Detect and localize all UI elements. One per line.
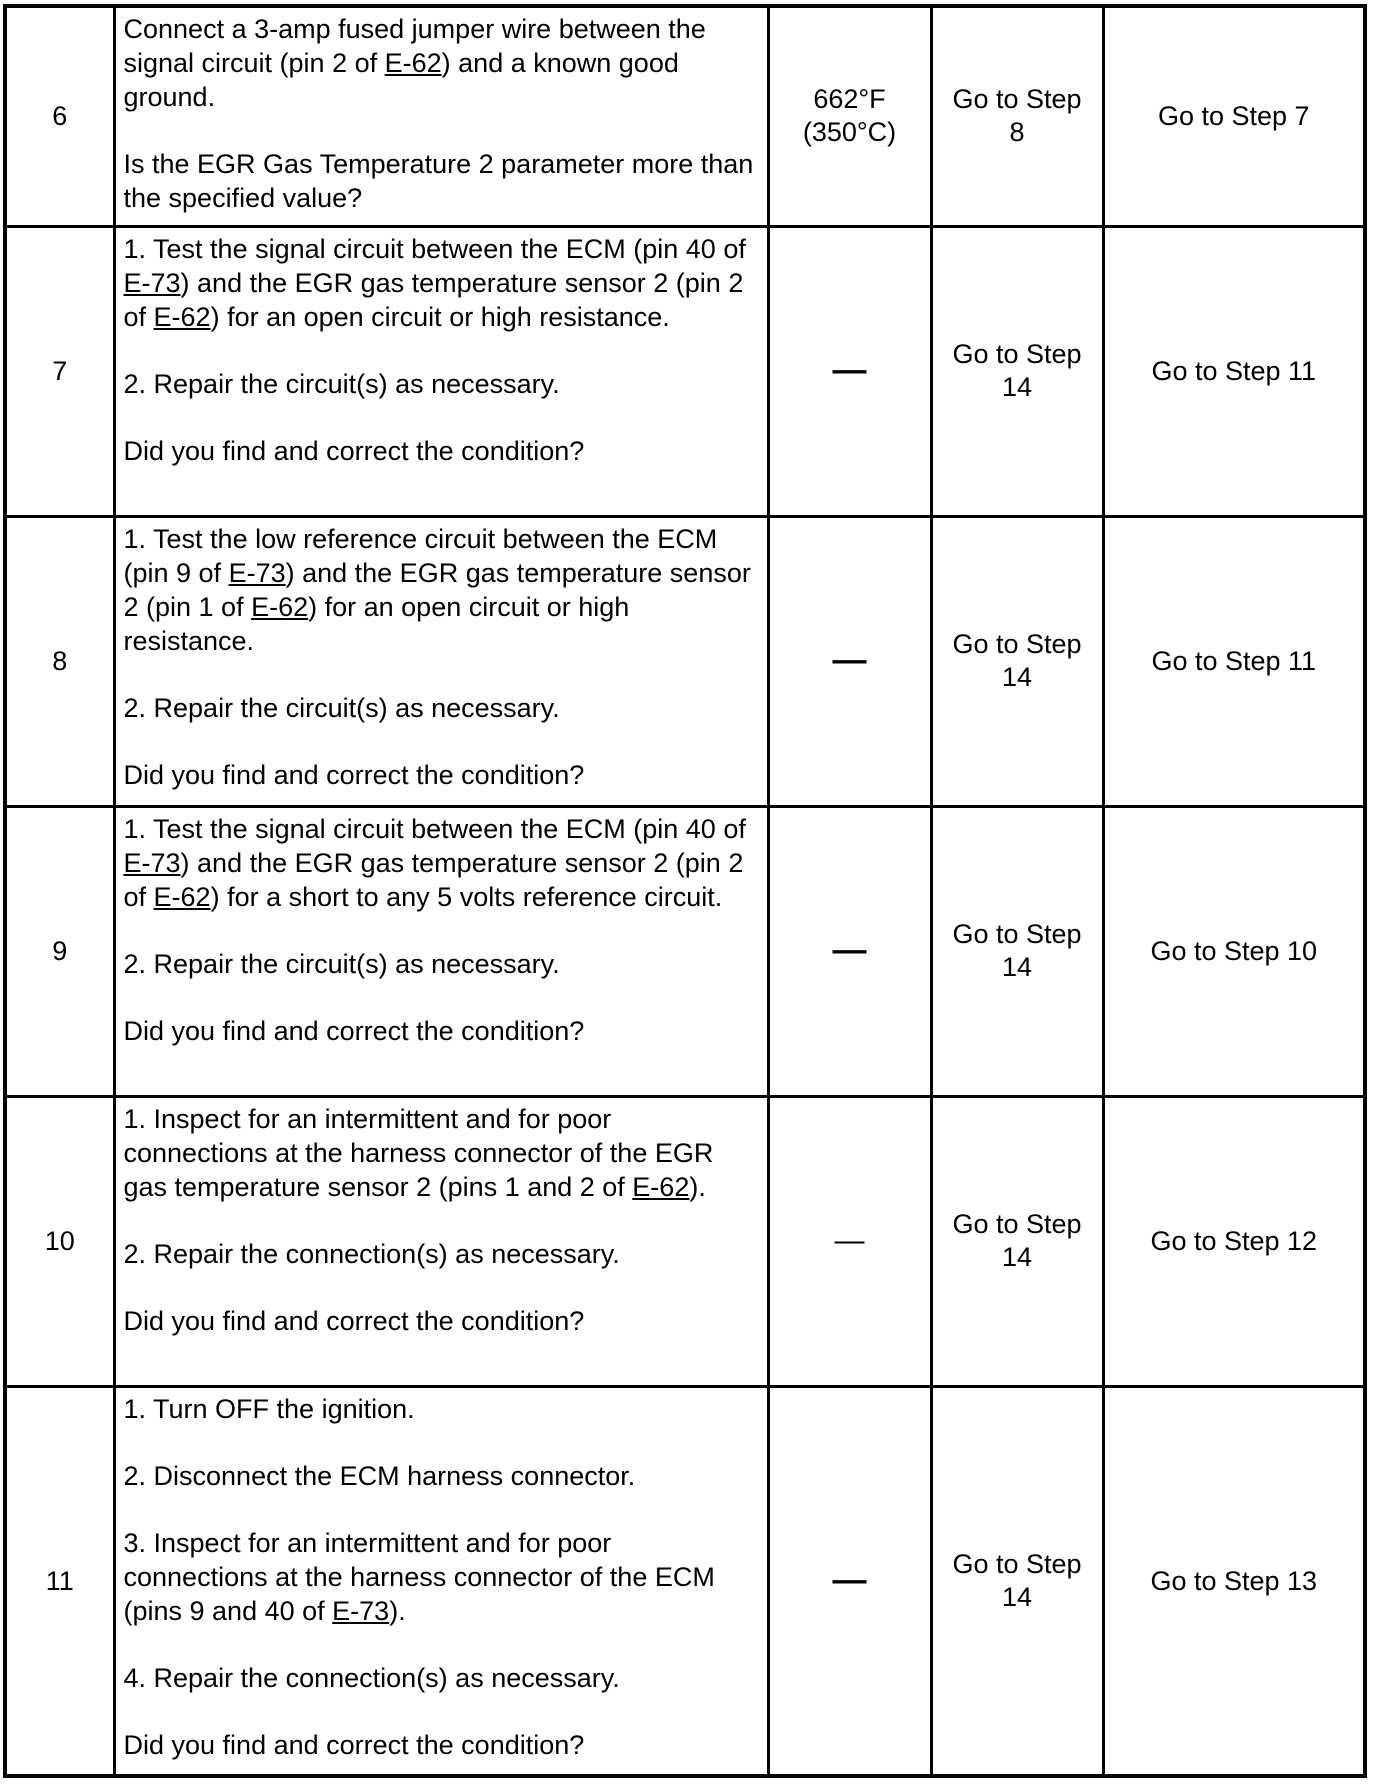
yes-go-to-link[interactable]: Go to Step 14 bbox=[952, 339, 1082, 402]
action-paragraph bbox=[124, 1459, 757, 1493]
step-value bbox=[768, 226, 931, 516]
value-dash: — bbox=[832, 641, 867, 679]
action-text: 1. Turn OFF the ignition. bbox=[123, 1393, 415, 1424]
step-action bbox=[114, 806, 768, 1096]
step-yes-action bbox=[931, 1096, 1103, 1386]
action-paragraph bbox=[124, 812, 757, 914]
no-go-to-link[interactable]: Go to Step 13 bbox=[1150, 1565, 1318, 1596]
no-go-to-link[interactable]: Go to Step 10 bbox=[1150, 936, 1318, 966]
no-go-to-link[interactable]: Go to Step 11 bbox=[1151, 646, 1317, 676]
step-yes-action bbox=[931, 226, 1103, 516]
action-text: ). bbox=[689, 1171, 706, 1202]
step-number: 7 bbox=[5, 226, 114, 516]
value-dash: — bbox=[832, 351, 867, 389]
action-paragraph bbox=[124, 232, 757, 334]
action-paragraph bbox=[124, 1102, 757, 1204]
yes-go-to-link[interactable]: Go to Step 14 bbox=[952, 1548, 1082, 1612]
step-number: 8 bbox=[5, 516, 114, 806]
connector-ref-link[interactable]: E-62 bbox=[384, 48, 442, 78]
step-action bbox=[114, 1096, 768, 1386]
action-text: 1. Test the signal circuit between the ECM (pin 40 of bbox=[123, 233, 746, 264]
connector-ref-link[interactable]: E-62 bbox=[153, 881, 211, 912]
no-go-to-link[interactable]: Go to Step 11 bbox=[1151, 356, 1317, 386]
diagnostic-table bbox=[3, 4, 1367, 1778]
action-paragraph bbox=[124, 1014, 757, 1048]
action-text: ). bbox=[389, 1595, 406, 1626]
step-action bbox=[114, 516, 768, 806]
action-paragraph bbox=[124, 758, 757, 792]
step-value bbox=[768, 806, 931, 1096]
action-text: ) and a known good ground. bbox=[123, 48, 679, 112]
action-text: ) for an open circuit or high resistance. bbox=[123, 591, 630, 656]
action-text: Did you find and correct the condition? bbox=[123, 1729, 585, 1760]
step-value bbox=[768, 1096, 931, 1386]
yes-go-to-link[interactable]: Go to Step 8 bbox=[952, 84, 1082, 148]
step-action bbox=[114, 226, 768, 516]
no-go-to-link[interactable]: Go to Step 7 bbox=[1157, 101, 1310, 132]
action-text: ) for an open circuit or high resistance. bbox=[210, 301, 670, 332]
connector-ref-link[interactable]: E-73 bbox=[228, 557, 286, 588]
step-row bbox=[5, 1096, 1365, 1386]
yes-go-to-link[interactable]: Go to Step 14 bbox=[952, 919, 1082, 982]
action-text: 2. Repair the circuit(s) as necessary. bbox=[123, 368, 560, 399]
connector-ref-link[interactable]: E-62 bbox=[153, 301, 211, 332]
value-dash: — bbox=[834, 1224, 865, 1257]
action-text: 4. Repair the connection(s) as necessary. bbox=[123, 1662, 620, 1693]
action-text: 1. Test the signal circuit between the ECM (pin 40 of bbox=[123, 813, 746, 844]
action-paragraph bbox=[124, 691, 757, 725]
step-value bbox=[768, 1386, 931, 1776]
action-text: Is the EGR Gas Temperature 2 parameter more than the specified value? bbox=[123, 149, 754, 213]
action-paragraph bbox=[124, 12, 757, 114]
action-text: ) and the EGR gas temperature sensor 2 (pin 2 of bbox=[123, 847, 744, 912]
action-text: 1. Test the low reference circuit between the ECM (pin 9 of bbox=[123, 523, 718, 588]
step-row bbox=[5, 806, 1365, 1096]
diagnostic-table-body bbox=[5, 6, 1365, 1776]
connector-ref-link[interactable]: E-73 bbox=[123, 847, 181, 878]
action-paragraph bbox=[124, 522, 757, 658]
action-paragraph bbox=[124, 1392, 757, 1426]
action-paragraph bbox=[124, 1237, 757, 1271]
step-yes-action bbox=[931, 1386, 1103, 1776]
step-no-action bbox=[1103, 1096, 1365, 1386]
action-paragraph bbox=[124, 1661, 757, 1695]
action-text: 2. Repair the circuit(s) as necessary. bbox=[123, 692, 560, 723]
action-text: 3. Inspect for an intermittent and for poor connections at the harness connector of the ECM (pins 9 and 40 of bbox=[123, 1527, 715, 1626]
connector-ref-link[interactable]: E-73 bbox=[123, 267, 181, 298]
yes-go-to-link[interactable]: Go to Step 14 bbox=[952, 1209, 1082, 1272]
action-text: ) and the EGR gas temperature sensor 2 (pin 1 of bbox=[123, 557, 751, 622]
action-paragraph bbox=[124, 147, 757, 215]
step-number: 11 bbox=[5, 1386, 114, 1776]
action-text: 1. Inspect for an intermittent and for poor connections at the harness connector of the EGR gas temperature sensor 2 (pins 1 and 2 of bbox=[123, 1103, 714, 1202]
step-row bbox=[5, 226, 1365, 516]
step-row bbox=[5, 6, 1365, 226]
action-text: 2. Disconnect the ECM harness connector. bbox=[123, 1460, 636, 1491]
action-text: ) and the EGR gas temperature sensor 2 (pin 2 of bbox=[123, 267, 744, 332]
step-row bbox=[5, 516, 1365, 806]
step-no-action bbox=[1103, 516, 1365, 806]
action-paragraph bbox=[124, 367, 757, 401]
step-no-action bbox=[1103, 1386, 1365, 1776]
step-value bbox=[768, 516, 931, 806]
step-action bbox=[114, 6, 768, 226]
step-number: 10 bbox=[5, 1096, 114, 1386]
action-text: 2. Repair the connection(s) as necessary. bbox=[123, 1238, 620, 1269]
action-paragraph bbox=[124, 434, 757, 468]
value-text: 662°F (350°C) bbox=[802, 84, 897, 148]
action-text: 2. Repair the circuit(s) as necessary. bbox=[123, 948, 560, 979]
value-dash: — bbox=[832, 931, 867, 969]
step-row bbox=[5, 1386, 1365, 1776]
action-paragraph bbox=[124, 1728, 757, 1762]
step-value bbox=[768, 6, 931, 226]
connector-ref-link[interactable]: E-73 bbox=[332, 1595, 390, 1626]
step-no-action bbox=[1103, 226, 1365, 516]
action-text: Did you find and correct the condition? bbox=[123, 435, 585, 466]
connector-ref-link[interactable]: E-62 bbox=[632, 1171, 690, 1202]
action-paragraph bbox=[124, 947, 757, 981]
step-no-action bbox=[1103, 6, 1365, 226]
action-text: ) for a short to any 5 volts reference circuit. bbox=[210, 881, 723, 912]
action-text: Did you find and correct the condition? bbox=[123, 1015, 585, 1046]
step-yes-action bbox=[931, 516, 1103, 806]
step-number: 9 bbox=[5, 806, 114, 1096]
connector-ref-link[interactable]: E-62 bbox=[251, 591, 309, 622]
action-text: Connect a 3-amp fused jumper wire between the signal circuit (pin 2 of bbox=[123, 14, 706, 78]
action-text: Did you find and correct the condition? bbox=[123, 1305, 585, 1336]
step-number: 6 bbox=[5, 6, 114, 226]
step-action bbox=[114, 1386, 768, 1776]
step-no-action bbox=[1103, 806, 1365, 1096]
step-yes-action bbox=[931, 806, 1103, 1096]
yes-go-to-link[interactable]: Go to Step 14 bbox=[952, 629, 1082, 692]
no-go-to-link[interactable]: Go to Step 12 bbox=[1150, 1226, 1318, 1256]
action-text: Did you find and correct the condition? bbox=[123, 759, 585, 790]
action-paragraph bbox=[124, 1304, 757, 1338]
step-yes-action bbox=[931, 6, 1103, 226]
value-dash: — bbox=[832, 1560, 867, 1599]
action-paragraph bbox=[124, 1526, 757, 1628]
